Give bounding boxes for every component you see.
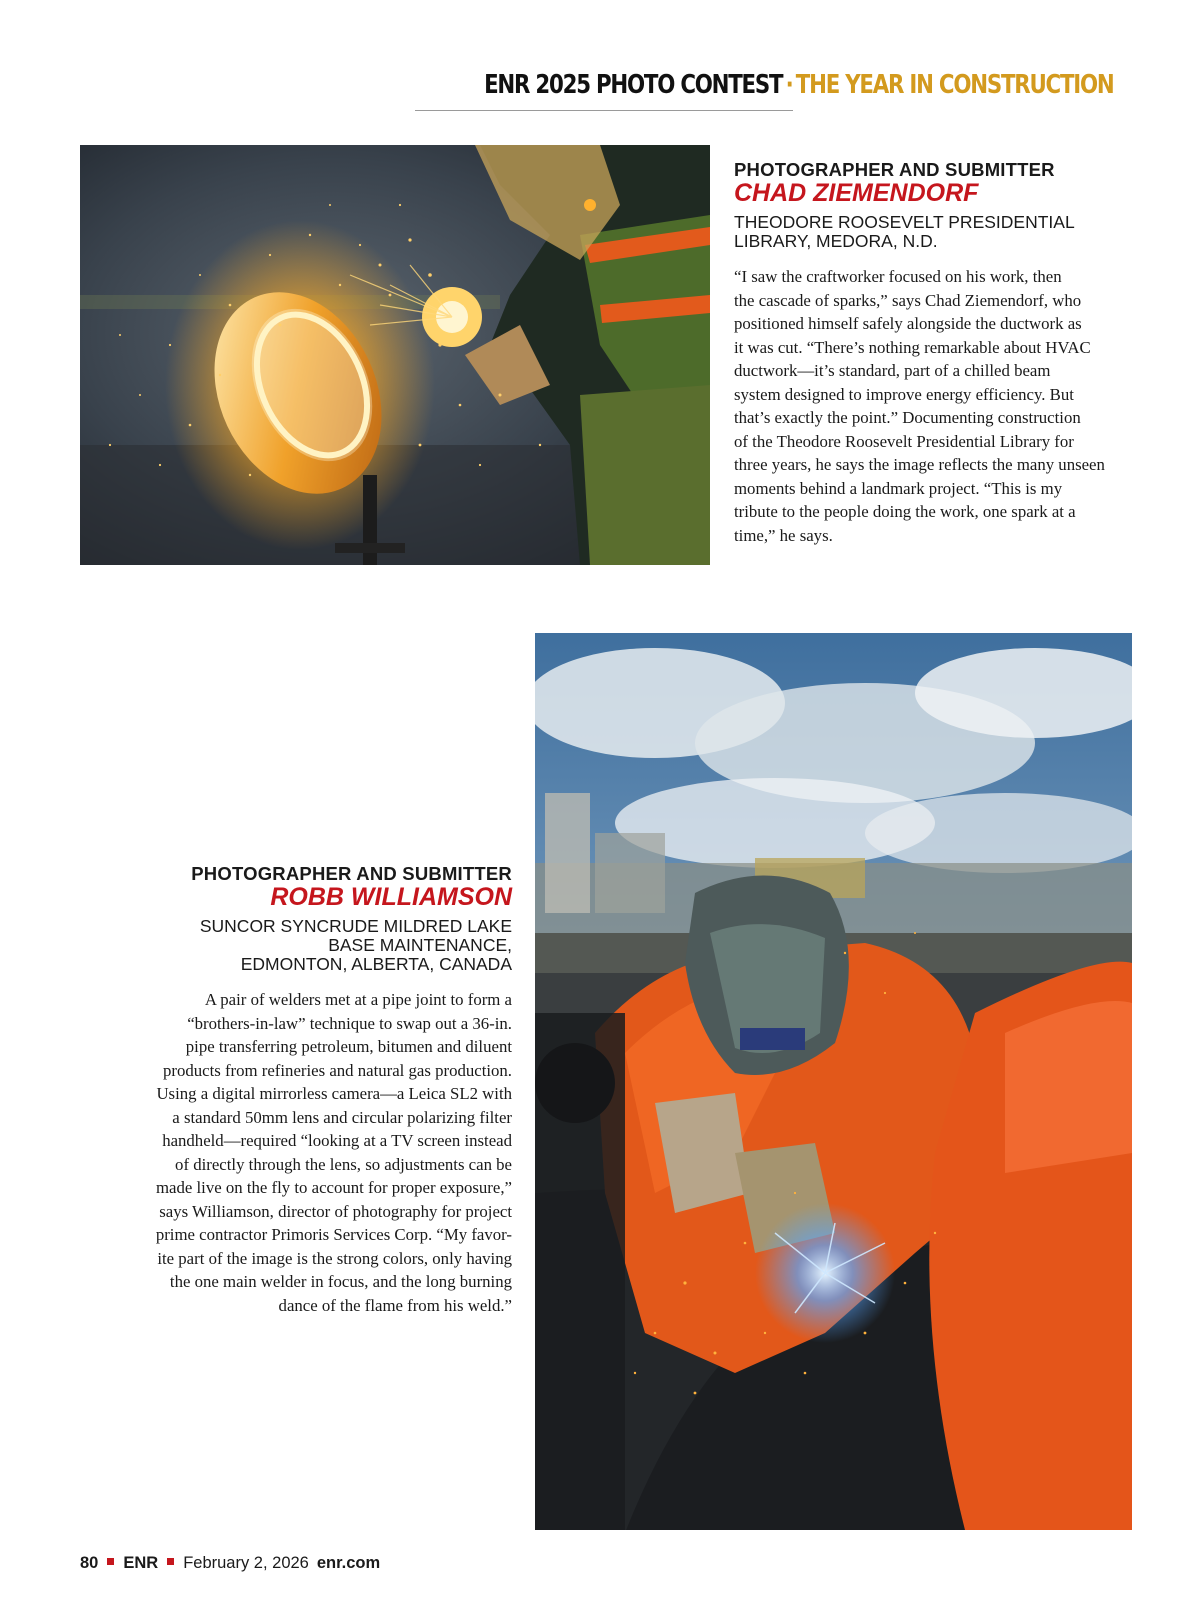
entry-1-kicker: PHOTOGRAPHER AND SUBMITTER xyxy=(734,159,1055,180)
page-footer xyxy=(80,1554,380,1573)
header-separator: · xyxy=(785,70,793,100)
entry-1-body xyxy=(734,265,1134,547)
entry-2-body-line: “brothers-in-law” technique to swap out a 36-in. xyxy=(187,1013,512,1033)
entry-1-caption xyxy=(734,160,1134,547)
entry-2-location-line: EDMONTON, ALBERTA, CANADA xyxy=(240,954,512,974)
entry-1-location-line: LIBRARY, MEDORA, N.D. xyxy=(734,231,938,251)
entry-1-location xyxy=(734,213,1134,251)
photo-ductwork-sparks xyxy=(80,145,710,565)
entry-1-body-line: that’s exactly the point.” Documenting construction xyxy=(734,408,1081,427)
entry-1-body-line: system designed to improve energy efficiency. But xyxy=(734,384,1074,404)
entry-2-body-line: pipe transferring petroleum, bitumen and diluent xyxy=(185,1037,512,1056)
entry-2-kicker: PHOTOGRAPHER AND SUBMITTER xyxy=(191,863,512,884)
section-header xyxy=(415,70,1114,111)
entry-2-body-line: dance of the flame from his weld.” xyxy=(278,1295,512,1315)
entry-1-body-line: ductwork—it’s standard, part of a chilled beam xyxy=(734,361,1051,380)
footer-separator-square xyxy=(107,1558,114,1565)
entry-2-body-line: Using a digital mirrorless camera—a Leica SL2 with xyxy=(156,1084,512,1103)
entry-2-body-line: says Williamson, director of photography for project xyxy=(159,1201,512,1221)
entry-1-location-line: THEODORE ROOSEVELT PRESIDENTIAL xyxy=(734,212,1075,232)
entry-2-body-line: A pair of welders met at a pipe joint to form a xyxy=(204,990,512,1009)
footer-separator-square xyxy=(167,1558,174,1565)
entry-2-body-line: ite part of the image is the strong colors, only having xyxy=(157,1248,512,1268)
entry-2-body-line: prime contractor Primoris Services Corp. “My favor- xyxy=(155,1225,512,1244)
entry-2-location-line: BASE MAINTENANCE, xyxy=(328,935,512,955)
entry-1-body-line: “I saw the craftworker focused on his work, then xyxy=(734,267,1062,286)
entry-2-body-line: made live on the fly to account for proper exposure,” xyxy=(155,1178,512,1197)
entry-1-body-line: positioned himself safely alongside the ductwork as xyxy=(734,314,1082,333)
entry-1-body-line: of the Theodore Roosevelt Presidential Library for xyxy=(734,431,1074,451)
page-number: 80 xyxy=(80,1554,99,1572)
entry-1-body-line: the cascade of sparks,” says Chad Ziemendorf, who xyxy=(734,290,1082,310)
entry-1-body-line: three years, he says the image reflects the many unseen xyxy=(734,455,1105,474)
footer-date: February 2, 2026 xyxy=(183,1554,309,1572)
entry-2-location xyxy=(120,917,512,974)
header-publication-title: ENR 2025 PHOTO CONTEST xyxy=(484,70,783,100)
entry-2-caption xyxy=(120,864,512,1317)
section-header-text xyxy=(484,70,1113,100)
entry-2-location-line: SUNCOR SYNCRUDE MILDRED LAKE xyxy=(199,916,512,936)
entry-2-body-line: of directly through the lens, so adjustments can be xyxy=(175,1154,512,1174)
entry-2-body-line: a standard 50mm lens and circular polarizing filter xyxy=(172,1107,512,1127)
entry-1-body-line: tribute to the people doing the work, one spark at a xyxy=(734,502,1076,521)
entry-2-body-line: the one main welder in focus, and the long burning xyxy=(169,1272,512,1291)
header-section-title: THE YEAR IN CONSTRUCTION xyxy=(795,70,1114,100)
entry-2-body xyxy=(120,988,512,1317)
entry-2-photographer-name: ROBB WILLIAMSON xyxy=(270,883,512,911)
entry-1-body-line: it was cut. “There’s nothing remarkable about HVAC xyxy=(734,337,1091,357)
entry-1-photographer-name: CHAD ZIEMENDORF xyxy=(734,179,979,207)
footer-publication: ENR xyxy=(123,1554,159,1572)
photo-pipe-welder xyxy=(535,633,1132,1530)
entry-1-body-line: moments behind a landmark project. “This is my xyxy=(734,478,1063,498)
entry-1-body-line: time,” he says. xyxy=(734,525,833,545)
entry-2-body-line: products from refineries and natural gas production. xyxy=(162,1060,512,1080)
entry-2-body-line: handheld—required “looking at a TV screen instead xyxy=(162,1131,512,1150)
footer-website: enr.com xyxy=(316,1554,381,1572)
